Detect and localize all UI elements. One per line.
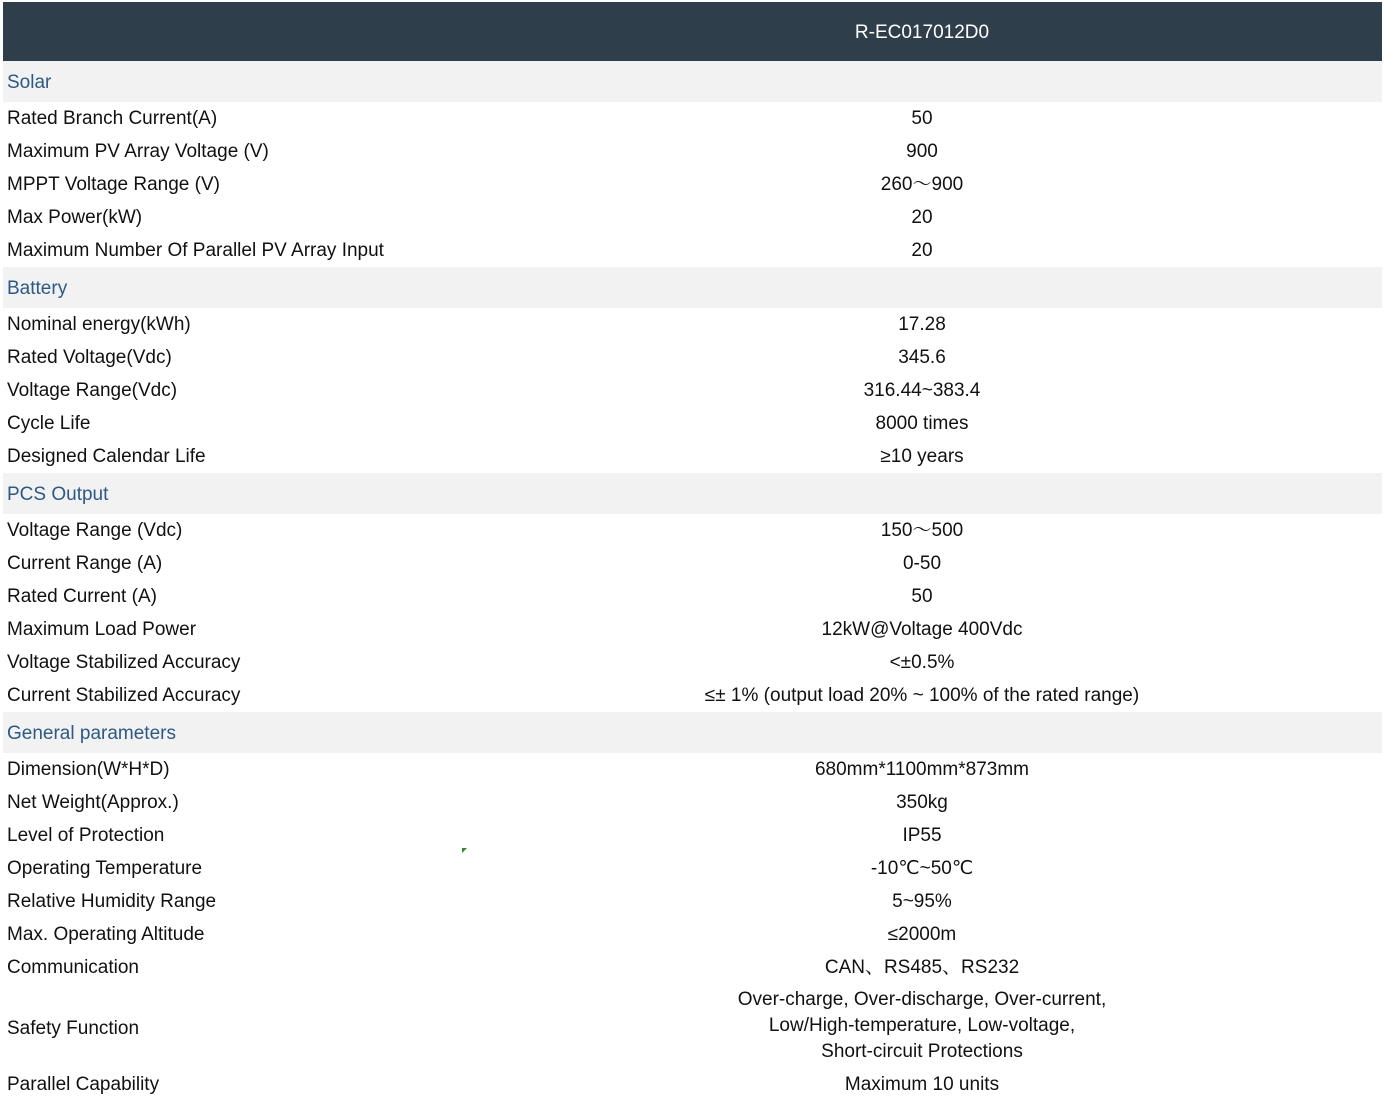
spec-label: Safety Function (7, 1018, 140, 1039)
spec-value: 50 (911, 585, 933, 607)
spec-label: Nominal energy(kWh) (7, 313, 191, 335)
spec-value: ≤2000m (887, 923, 957, 945)
spec-row (3, 341, 1382, 374)
spec-label: Rated Current (A) (7, 585, 157, 607)
cell-comment-marker (462, 848, 467, 853)
spec-value: 345.6 (898, 346, 946, 368)
spec-value: 12kW@Voltage 400Vdc (821, 618, 1023, 640)
model-name: R-EC017012D0 (854, 22, 990, 43)
section-header (3, 712, 1382, 753)
spec-label: Max Power(kW) (7, 206, 143, 228)
spec-row (3, 918, 1382, 951)
spec-label: Operating Temperature (7, 857, 203, 879)
section-title: Solar (7, 72, 52, 93)
spec-row (3, 613, 1382, 646)
spec-label: Dimension(W*H*D) (7, 758, 170, 780)
spec-value: CAN、RS485、RS232 (824, 956, 1020, 978)
section-header (3, 473, 1382, 514)
spec-label: Cycle Life (7, 412, 91, 434)
spec-row (3, 407, 1382, 440)
spec-label: Designed Calendar Life (7, 445, 206, 467)
spec-value: 17.28 (898, 313, 946, 335)
spec-row (3, 1068, 1382, 1101)
spec-label: Voltage Range (Vdc) (7, 519, 183, 541)
spec-label: Current Range (A) (7, 552, 163, 574)
spec-label: Max. Operating Altitude (7, 923, 205, 945)
spec-value: ≤± 1% (output load 20% ~ 100% of the rated range) (704, 684, 1140, 706)
spec-table (3, 2, 1382, 1101)
spec-value: -10℃~50℃ (870, 857, 974, 879)
spec-row (3, 514, 1382, 547)
table-body (3, 61, 1382, 1101)
spec-row (3, 786, 1382, 819)
table-header (3, 2, 1382, 61)
spec-row (3, 168, 1382, 201)
spec-value: 150～500 (880, 519, 964, 541)
spec-row (3, 234, 1382, 267)
spec-row (3, 308, 1382, 341)
spec-value: 20 (911, 239, 933, 261)
section-title: Battery (7, 278, 68, 299)
spec-label: Level of Protection (7, 824, 165, 846)
section-header (3, 267, 1382, 308)
spec-row (3, 646, 1382, 679)
spec-value: 900 (906, 140, 938, 162)
section-title: PCS Output (7, 484, 109, 505)
spec-row (3, 440, 1382, 473)
spec-value: 0-50 (902, 552, 942, 574)
section-title: General parameters (7, 723, 176, 744)
spec-row (3, 984, 1382, 1068)
spec-value: 260～900 (880, 173, 964, 195)
spec-row (3, 753, 1382, 786)
spec-label: Maximum PV Array Voltage (V) (7, 140, 269, 162)
spec-label: Parallel Capability (7, 1073, 160, 1095)
spec-row (3, 201, 1382, 234)
spec-label: Communication (7, 956, 139, 978)
spec-row (3, 102, 1382, 135)
spec-row (3, 885, 1382, 918)
spec-row (3, 819, 1382, 852)
spec-value: IP55 (902, 824, 942, 846)
spec-label: Rated Voltage(Vdc) (7, 346, 172, 368)
spec-label: Voltage Range(Vdc) (7, 379, 178, 401)
spec-value: ≥10 years (880, 445, 964, 467)
spec-value: 5~95% (892, 890, 952, 912)
spec-value: Maximum 10 units (844, 1073, 1000, 1095)
spec-value: 316.44~383.4 (863, 379, 981, 401)
spec-label: Net Weight(Approx.) (7, 791, 179, 813)
spec-label: Maximum Number Of Parallel PV Array Input (7, 239, 384, 261)
spec-row (3, 374, 1382, 407)
spec-row (3, 580, 1382, 613)
spec-value: Over-charge, Over-discharge, Over-current, Low/High-temperature, Low-voltage, Short-circuit Protections (737, 989, 1107, 1062)
spec-value: 680mm*1100mm*873mm (814, 758, 1029, 780)
spec-row (3, 951, 1382, 984)
spec-row (3, 547, 1382, 580)
spec-row (3, 852, 1382, 885)
spec-value: 50 (911, 107, 933, 129)
spec-row (3, 679, 1382, 712)
spec-value: 20 (911, 206, 933, 228)
spec-label: Maximum Load Power (7, 618, 197, 640)
spec-row (3, 135, 1382, 168)
spec-value: 350kg (896, 791, 948, 813)
spec-value: <±0.5% (889, 651, 955, 673)
section-header (3, 61, 1382, 102)
spec-label: MPPT Voltage Range (V) (7, 173, 220, 195)
spec-label: Rated Branch Current(A) (7, 107, 218, 129)
spec-label: Voltage Stabilized Accuracy (7, 651, 241, 673)
spec-value: 8000 times (875, 412, 969, 434)
spec-label: Current Stabilized Accuracy (7, 684, 241, 706)
spec-label: Relative Humidity Range (7, 890, 217, 912)
